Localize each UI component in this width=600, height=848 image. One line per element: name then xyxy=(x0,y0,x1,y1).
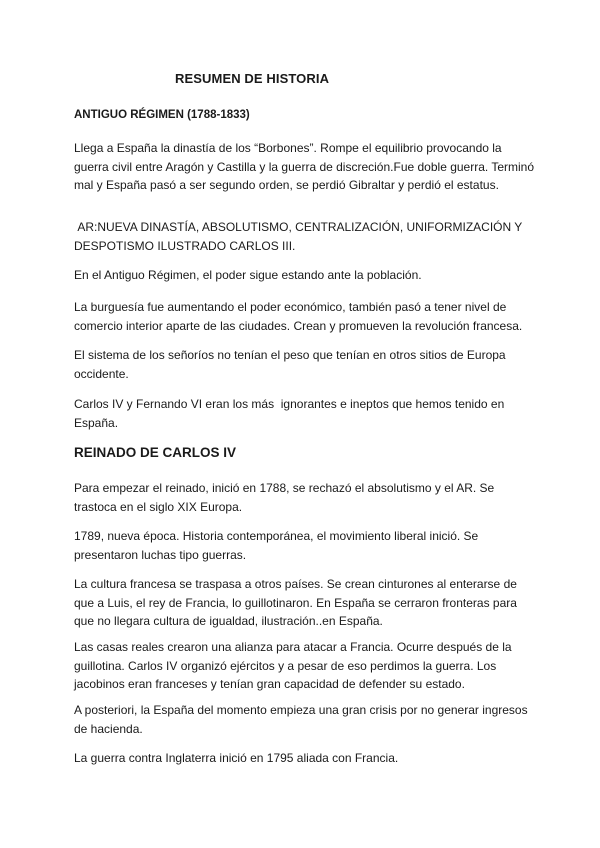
paragraph: El sistema de los señoríos no tenían el peso que tenían en otros sitios de Europa occidente. xyxy=(74,348,506,381)
paragraph: Carlos IV y Fernando VI eran los más ignorantes e ineptos que hemos tenido en España. xyxy=(74,397,508,430)
document-title: RESUMEN DE HISTORIA xyxy=(175,71,330,86)
paragraph: A posteriori, la España del momento empieza una gran crisis por no generar ingresos de hacienda. xyxy=(74,703,528,736)
paragraph: AR:NUEVA DINASTÍA, ABSOLUTISMO, CENTRALIZACIÓN, UNIFORMIZACIÓN Y DESPOTISMO ILUSTRADO CARLOS III. xyxy=(74,220,526,253)
paragraph: Llega a España la dinastía de los “Borbones”. Rompe el equilibrio provocando la guerra civil entre Aragón y Castilla y la guerra de discreción.Fue doble guerra. Terminó mal y España pasó a ser segundo orden, se perdió Gibraltar y perdió el estatus. xyxy=(74,141,535,192)
paragraph: La burguesía fue aumentando el poder económico, también pasó a tener nivel de comercio interior aparte de las ciudades. Crean y promueven la revolución francesa. xyxy=(74,300,523,333)
paragraph: Las casas reales crearon una alianza para atacar a Francia. Ocurre después de la guillotina. Carlos IV organizó ejércitos y a pesar de eso perdimos la guerra. Los jacobinos eran franceses y tenían gran capacidad de defender su estado. xyxy=(74,640,512,691)
paragraph: La guerra contra Inglaterra inició en 1795 aliada con Francia. xyxy=(74,751,399,765)
section-heading-reinado-carlos-iv: REINADO DE CARLOS IV xyxy=(74,445,237,460)
paragraph: Para empezar el reinado, inició en 1788, se rechazó el absolutismo y el AR. Se trastoca en el siglo XIX Europa. xyxy=(74,481,495,514)
paragraph: La cultura francesa se traspasa a otros países. Se crean cinturones al enterarse de que a Luis, el rey de Francia, lo guillotinaron. En España se cerraron fronteras para que no llegara cultura de igualdad, ilustración..en España. xyxy=(74,577,517,628)
paragraph: En el Antiguo Régimen, el poder sigue estando ante la población. xyxy=(74,268,422,282)
paragraph: 1789, nueva época. Historia contemporánea, el movimiento liberal inició. Se presentaron luchas tipo guerras. xyxy=(74,529,479,562)
section-heading-antiguo-regimen: ANTIGUO RÉGIMEN (1788-1833) xyxy=(74,109,250,121)
